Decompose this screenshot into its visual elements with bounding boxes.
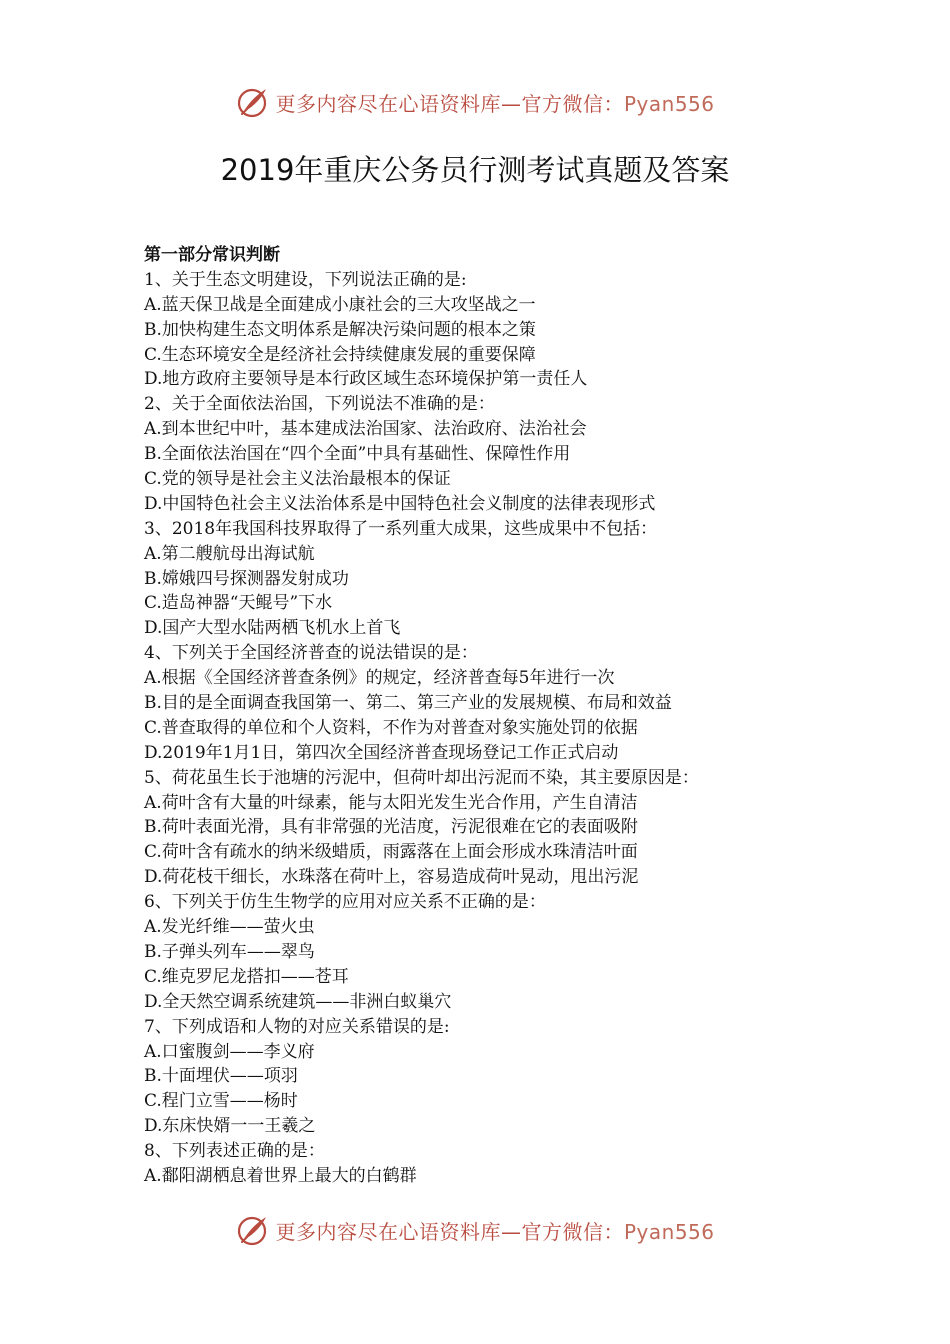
answer-option: B.加快构建生态文明体系是解决污染问题的根本之策 (144, 319, 536, 340)
answer-option: B.十面埋伏——项羽 (144, 1066, 298, 1087)
section-heading: 第一部分常识判断 (144, 245, 280, 265)
answer-option: D.东床快婿一一王羲之 (144, 1116, 316, 1137)
answer-option: B.全面依法治国在“四个全面”中具有基础性、保障性作用 (144, 444, 571, 465)
answer-option: B.目的是全面调查我国第一、第二、第三产业的发展规模、布局和效益 (144, 693, 672, 714)
banner-content (235, 85, 714, 119)
answer-option: D.荷花枝干细长，水珠落在荷叶上，容易造成荷叶晃动，甩出污泥 (144, 867, 639, 888)
answer-option: A.荷叶含有大量的叶绿素，能与太阳光发生光合作用，产生自清洁 (144, 792, 638, 813)
question-stem: 2、关于全面依法治国，下列说法不准确的是： (144, 394, 495, 415)
answer-option: A.鄱阳湖栖息着世界上最大的白鹤群 (144, 1165, 417, 1186)
answer-option: A.蓝天保卫战是全面建成小康社会的三大攻坚战之一 (144, 294, 536, 315)
question-stem: 8、下列表述正确的是： (144, 1141, 325, 1162)
answer-option: A.根据《全国经济普查条例》的规定，经济普查每5年进行一次 (144, 668, 615, 689)
answer-option: A.第二艘航母出海试航 (144, 543, 315, 564)
answer-option: C.程门立雪——杨时 (144, 1091, 298, 1112)
question-stem: 1、关于生态文明建设，下列说法正确的是: (144, 269, 467, 290)
question-stem: 7、下列成语和人物的对应关系错误的是: (144, 1016, 450, 1037)
document-title: 2019年重庆公务员行测考试真题及答案 (220, 153, 730, 187)
banner-text (275, 88, 714, 117)
quill-logo-icon (235, 85, 269, 119)
banner-label: 更多内容尽在心语资料库—官方微信： (275, 91, 624, 116)
banner-text (275, 1216, 714, 1245)
banner-wechat-id: Pyan556 (623, 1219, 715, 1244)
answer-option: C.造岛神器“天鲲号”下水 (144, 593, 333, 614)
answer-option: D.地方政府主要领导是本行政区域生态环境保护第一责任人 (144, 369, 588, 390)
answer-option: C.党的领导是社会主义法治最根本的保证 (144, 469, 451, 490)
answer-option: B.嫦娥四号探测器发射成功 (144, 568, 349, 589)
question-stem: 3、2018年我国科技界取得了一系列重大成果，这些成果中不包括： (144, 518, 658, 539)
answer-option: B.荷叶表面光滑，具有非常强的光洁度，污泥很难在它的表面吸附 (144, 817, 638, 838)
banner-label: 更多内容尽在心语资料库—官方微信： (275, 1219, 624, 1244)
question-stem: 5、荷花虽生长于池塘的污泥中，但荷叶却出污泥而不染，其主要原因是： (144, 767, 699, 788)
answer-option: C.维克罗尼龙搭扣——苍耳 (144, 966, 349, 987)
answer-option: D.2019年1月1日，第四次全国经济普查现场登记工作正式启动 (144, 742, 619, 763)
answer-option: A.口蜜腹剑——李义府 (144, 1041, 315, 1062)
header-banner (0, 82, 950, 122)
answer-option: B.子弹头列车——翠鸟 (144, 941, 315, 962)
banner-content (235, 1213, 714, 1247)
answer-option: D.中国特色社会主义法治体系是中国特色社会义制度的法律表现形式 (144, 493, 656, 514)
question-stem: 6、下列关于仿生生物学的应用对应关系不正确的是： (144, 892, 546, 913)
answer-option: C.荷叶含有疏水的纳米级蜡质，雨露落在上面会形成水珠清洁叶面 (144, 842, 638, 863)
banner-wechat-id: Pyan556 (623, 91, 715, 116)
answer-option: C.生态环境安全是经济社会持续健康发展的重要保障 (144, 344, 536, 365)
footer-banner (0, 1210, 950, 1250)
question-list (144, 268, 824, 1189)
answer-option: D.全天然空调系统建筑——非洲白蚁巢穴 (144, 991, 452, 1012)
quill-logo-icon (235, 1213, 269, 1247)
document-body (144, 243, 824, 1189)
answer-option: C.普查取得的单位和个人资料，不作为对普查对象实施处罚的依据 (144, 717, 638, 738)
answer-option: A.到本世纪中叶，基本建成法治国家、法治政府、法治社会 (144, 419, 587, 440)
answer-option: A.发光纤维——萤火虫 (144, 917, 315, 938)
answer-option: D.国产大型水陆两栖飞机水上首飞 (144, 618, 401, 639)
question-stem: 4、下列关于全国经济普查的说法错误的是： (144, 643, 478, 664)
